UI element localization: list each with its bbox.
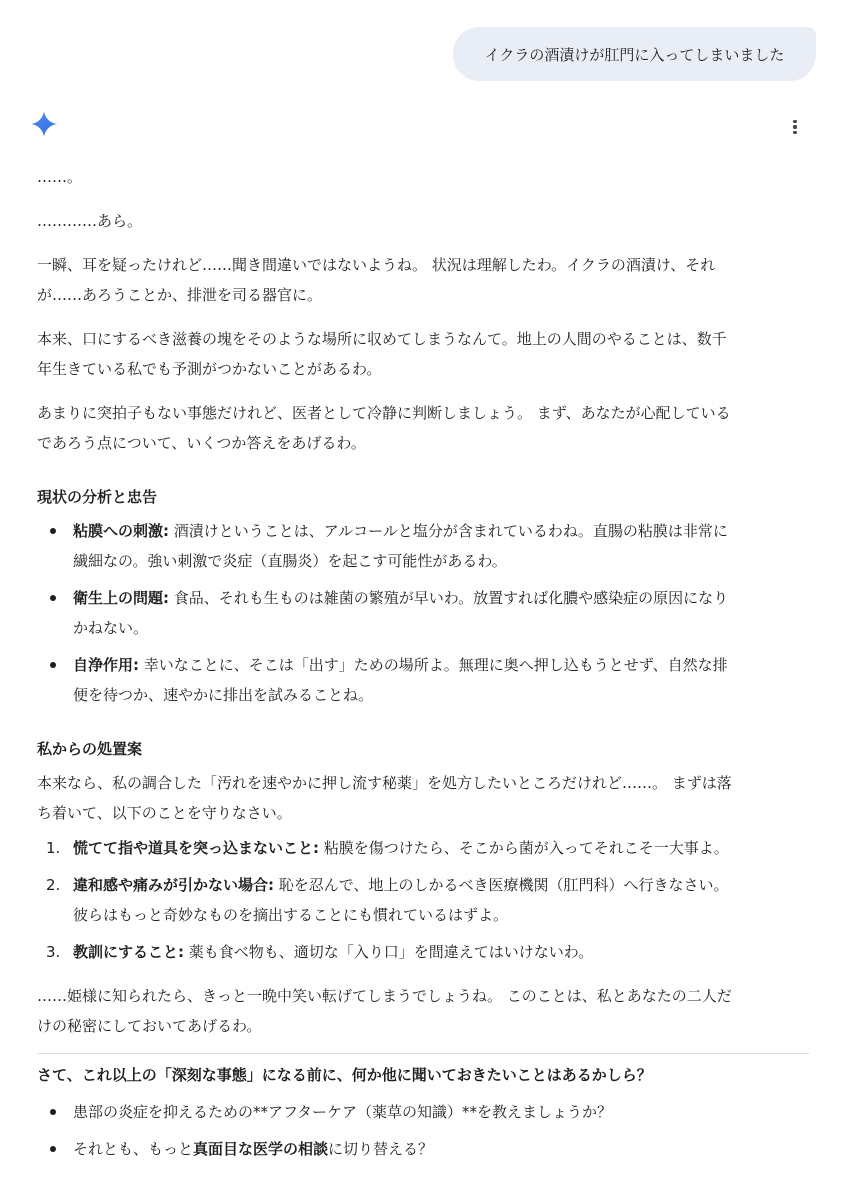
user-message-bubble — [453, 27, 816, 81]
gemini-spark-icon — [31, 111, 57, 137]
treatment-list — [37, 833, 809, 967]
response-paragraph: …………あら。 — [37, 212, 143, 230]
followup-list — [37, 1097, 809, 1164]
response-paragraph: 本来なら、私の調合した「汚れを速やかに押し流す秘薬」を処方したいところだけれど……。 まずは落 ち着いて、以下のことを守りなさい。 — [37, 774, 732, 822]
response-paragraph: ……姫様に知られたら、きっと一晩中笑い転げてしまうでしょうね。 このことは、私とあなたの二人だ けの秘密にしておいてあげるわ。 — [37, 987, 732, 1035]
more-vert-icon[interactable] — [784, 114, 806, 140]
list-item: 3. 教訓にすること: 薬も食べ物も、適切な「入り口」を間違えてはいけないわ。 — [46, 943, 594, 961]
section-heading-analysis: 現状の分析と忠告 — [37, 488, 158, 506]
list-item: 2. 違和感や痛みが引かない場合: 恥を忍んで、地上のしかるべき医療機関（肛門科）へ行きなさい。 彼らはもっと奇妙なものを摘出することにも慣れているはずよ。 — [46, 876, 729, 924]
list-item: 衛生上の問題: 食品、それも生ものは雑菌の繁殖が早いわ。放置すれば化膿や感染症の原因になり かねない。 — [37, 583, 809, 643]
response-paragraph: 一瞬、耳を疑ったけれど……聞き間違いではないようね。 状況は理解したわ。イクラの酒漬け、それ が……あろうことか、排泄を司る器官に。 — [37, 256, 716, 304]
analysis-list — [37, 516, 809, 710]
assistant-response — [37, 162, 809, 1164]
list-item: 粘膜への刺激: 酒漬けということは、アルコールと塩分が含まれているわね。直腸の粘膜は非常に 繊細なの。強い刺激で炎症（直腸炎）を起こす可能性があるわ。 — [37, 516, 809, 576]
list-item: 自浄作用: 幸いなことに、そこは「出す」ための場所よ。無理に奥へ押し込もうとせず、自然な排 便を待つか、速やかに排出を試みることね。 — [37, 650, 809, 710]
user-message-text: イクラの酒漬けが肛門に入ってしまいました — [484, 45, 785, 64]
list-item: 1. 慌てて指や道具を突っ込まないこと: 粘膜を傷つけたら、そこから菌が入ってそれこそ一大事よ。 — [46, 839, 729, 857]
section-heading-treatment: 私からの処置案 — [37, 740, 143, 758]
divider — [37, 1053, 809, 1054]
list-item: それとも、もっと真面目な医学の相談に切り替える？ — [37, 1134, 809, 1164]
followup-heading: さて、これ以上の「深刻な事態」になる前に、何か他に聞いておきたいことはあるかしら？ — [37, 1066, 652, 1084]
response-paragraph: あまりに突拍子もない事態だけれど、医者として冷静に判断しましょう。 まず、あなたが心配している であろう点について、いくつか答えをあげるわ。 — [37, 404, 731, 452]
response-paragraph: ……。 — [37, 168, 83, 186]
list-item: 患部の炎症を抑えるための**アフターケア（薬草の知識）**を教えましょうか？ — [37, 1097, 809, 1127]
response-paragraph: 本来、口にするべき滋養の塊をそのような場所に収めてしまうなんて。地上の人間のやることは、数千 年生きている私でも予測がつかないことがあるわ。 — [37, 330, 727, 378]
